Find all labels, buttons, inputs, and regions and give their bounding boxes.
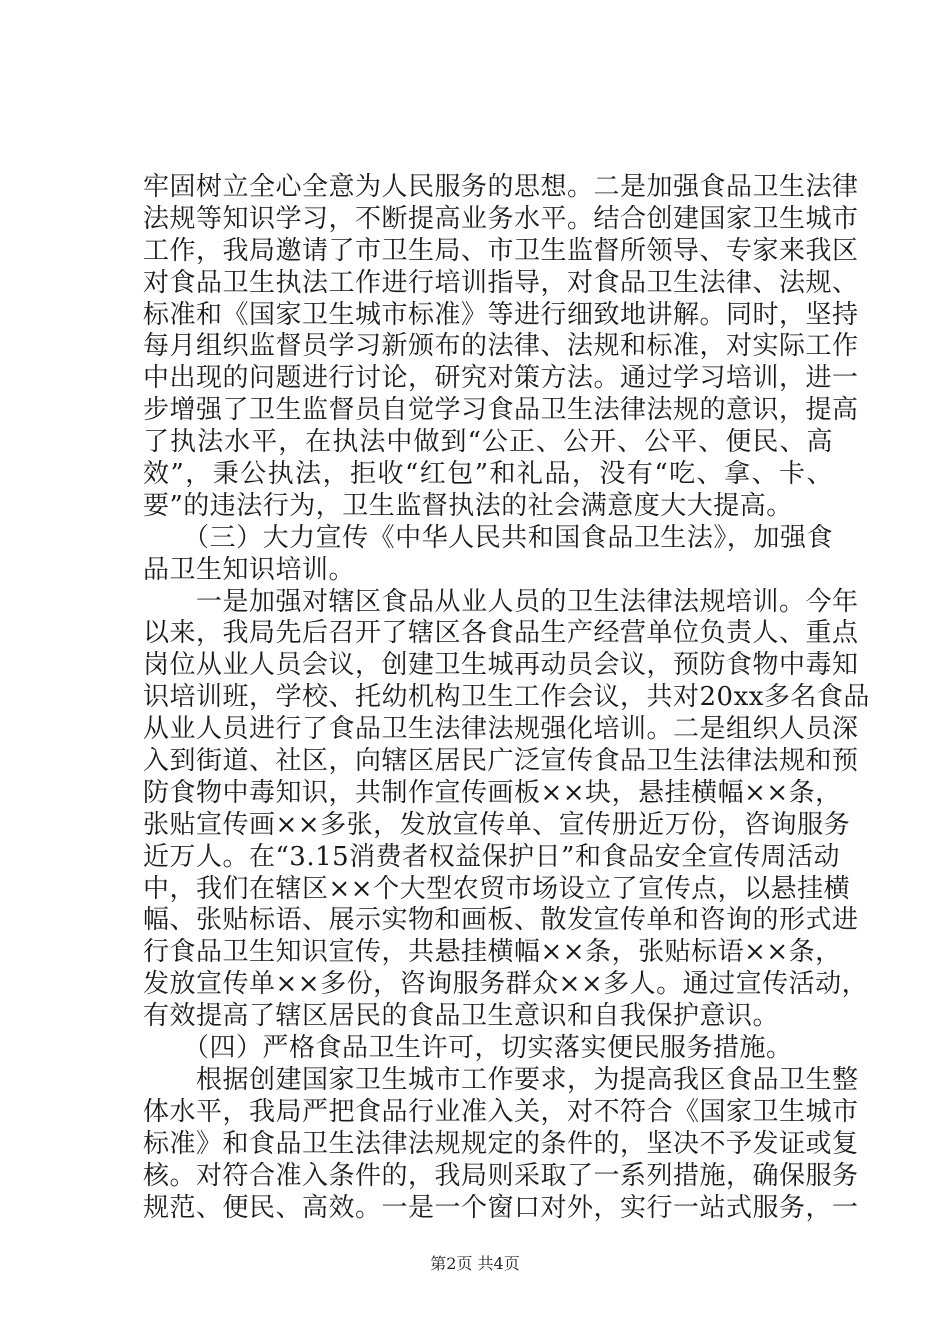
text-line: 近万人。在“3.15消费者权益保护日”和食品安全宣传周活动	[143, 841, 840, 872]
text-line: 法规等知识学习，不断提高业务水平。结合创建国家卫生城市	[143, 203, 859, 234]
text-line: 中出现的问题进行讨论，研究对策方法。通过学习培训，进一	[143, 363, 859, 394]
text-line: 一是加强对辖区食品从业人员的卫生法律法规培训。今年	[143, 586, 859, 617]
text-line: 工作，我局邀请了市卫生局、市卫生监督所领导、专家来我区	[143, 235, 859, 266]
text-line: 规范、便民、高效。一是一个窗口对外，实行一站式服务，一	[143, 1192, 859, 1223]
text-line: 幅、张贴标语、展示实物和画板、散发宣传单和咨询的形式进	[143, 905, 859, 936]
text-line: 防食物中毒知识，共制作宣传画板××块，悬挂横幅××条，	[143, 777, 842, 808]
text-line: 了执法水平，在执法中做到“公正、公开、公平、便民、高	[143, 427, 833, 458]
section-heading-line: （三）大力宣传《中华人民共和国食品卫生法》，加强食	[143, 522, 833, 553]
text-line: 标准》和食品卫生法律法规规定的条件的，坚决不予发证或复	[143, 1128, 859, 1159]
text-line: 入到街道、社区，向辖区居民广泛宣传食品卫生法律法规和预	[143, 746, 859, 777]
text-line: 每月组织监督员学习新颁布的法律、法规和标准，对实际工作	[143, 331, 859, 362]
section-heading-line: （四）严格食品卫生许可，切实落实便民服务措施。	[143, 1033, 793, 1064]
text-line: 张贴宣传画××多张，发放宣传单、宣传册近万份，咨询服务	[143, 809, 851, 840]
text-line: 体水平，我局严把食品行业准入关，对不符合《国家卫生城市	[143, 1096, 859, 1127]
text-line: 识培训班，学校、托幼机构卫生工作会议，共对20xx多名食品	[143, 682, 870, 713]
text-line: 从业人员进行了食品卫生法律法规强化培训。二是组织人员深	[143, 714, 859, 745]
document-body	[143, 172, 870, 1224]
text-line: 对食品卫生执法工作进行培训指导，对食品卫生法律、法规、	[143, 267, 859, 298]
text-line: 行食品卫生知识宣传，共悬挂横幅××条，张贴标语××条，	[143, 937, 842, 968]
section-heading-end-line: 品卫生知识培训。	[143, 554, 356, 585]
text-line: 标准和《国家卫生城市标准》等进行细致地讲解。同时，坚持	[143, 299, 859, 330]
paragraph-end-line: 有效提高了辖区居民的食品卫生意识和自我保护意识。	[143, 1001, 780, 1032]
text-line: 步增强了卫生监督员自觉学习食品卫生法律法规的意识，提高	[143, 395, 859, 426]
text-line: 岗位从业人员会议，创建卫生城再动员会议，预防食物中毒知	[143, 650, 859, 681]
page-number-footer: 第2页 共4页	[430, 1254, 520, 1273]
text-line: 以来，我局先后召开了辖区各食品生产经营单位负责人、重点	[143, 618, 859, 649]
text-line: 根据创建国家卫生城市工作要求，为提高我区食品卫生整	[143, 1064, 859, 1095]
text-line: 牢固树立全心全意为人民服务的思想。二是加强食品卫生法律	[143, 172, 859, 202]
text-line: 效”，秉公执法，拒收“红包”和礼品，没有“吃、拿、卡、	[143, 459, 833, 490]
text-line: 发放宣传单××多份，咨询服务群众××多人。通过宣传活动，	[143, 969, 869, 1000]
text-line: 核。对符合准入条件的，我局则采取了一系列措施，确保服务	[143, 1160, 859, 1191]
paragraph-end-line: 要”的违法行为，卫生监督执法的社会满意度大大提高。	[143, 490, 793, 521]
text-line: 中，我们在辖区××个大型农贸市场设立了宣传点，以悬挂横	[143, 873, 851, 904]
